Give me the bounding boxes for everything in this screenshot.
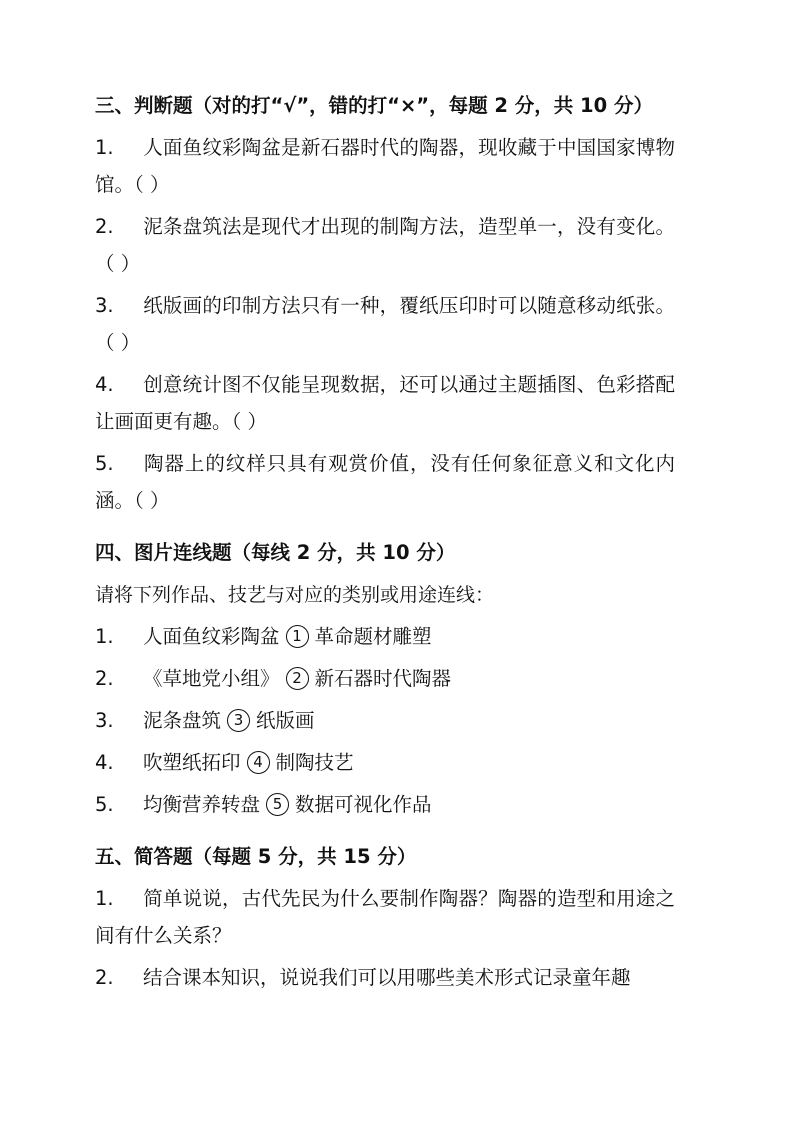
match-left-text: 《草地党小组》 — [143, 667, 280, 690]
question-number: 5. — [95, 452, 114, 475]
matching-item — [95, 619, 675, 655]
section-title-matching: 四、图片连线题（每线 2 分，共 10 分） — [95, 541, 456, 564]
question-text: 创意统计图不仅能呈现数据，还可以通过主题插图、色彩搭配让画面更有趣。（ ） — [95, 373, 675, 433]
match-right-text: 纸版画 — [256, 709, 315, 732]
section-title-short-answer: 五、简答题（每题 5 分，共 15 分） — [95, 845, 417, 868]
circled-number: 1 — [286, 625, 309, 648]
circled-number: 4 — [247, 751, 270, 774]
question-number: 1. — [95, 136, 114, 159]
question-number: 2. — [95, 215, 114, 238]
matching-item — [95, 661, 675, 697]
match-right-text: 革命题材雕塑 — [314, 625, 432, 648]
section-title-true-false: 三、判断题（对的打“√”，错的打“×”，每题 2 分，共 10 分） — [95, 94, 653, 117]
match-number: 5. — [95, 793, 114, 816]
question-item — [95, 209, 675, 282]
document-page — [95, 88, 675, 997]
match-right-text: 新石器时代陶器 — [314, 667, 452, 690]
match-left-text: 人面鱼纹彩陶盆 — [143, 625, 280, 648]
match-left-text: 均衡营养转盘 — [143, 793, 261, 816]
match-right-text: 数据可视化作品 — [295, 793, 432, 816]
matching-item — [95, 787, 675, 823]
question-text: 陶器上的纹样只具有观赏价值，没有任何象征意义和文化内涵。（ ） — [95, 452, 675, 512]
question-item — [95, 367, 675, 440]
match-number: 2. — [95, 667, 114, 690]
matching-instruction: 请将下列作品、技艺与对应的类别或用途连线： — [95, 584, 495, 606]
matching-item — [95, 703, 675, 739]
question-item — [95, 130, 675, 203]
question-text: 结合课本知识，说说我们可以用哪些美术形式记录童年趣 — [143, 966, 631, 989]
question-number: 3. — [95, 294, 114, 317]
match-number: 1. — [95, 625, 114, 648]
question-text: 人面鱼纹彩陶盆是新石器时代的陶器，现收藏于中国国家博物馆。（ ） — [95, 136, 675, 196]
question-number: 2. — [95, 966, 114, 989]
circled-number: 2 — [286, 667, 309, 690]
question-item — [95, 960, 675, 997]
match-number: 4. — [95, 751, 114, 774]
matching-item — [95, 745, 675, 781]
question-item — [95, 446, 675, 519]
question-number: 4. — [95, 373, 114, 396]
match-number: 3. — [95, 709, 114, 732]
question-text: 纸版画的印制方法只有一种，覆纸压印时可以随意移动纸张。（ ） — [95, 294, 675, 354]
question-text: 泥条盘筑法是现代才出现的制陶方法，造型单一，没有变化。（ ） — [95, 215, 675, 275]
circled-number: 5 — [266, 793, 289, 816]
question-item — [95, 881, 675, 954]
match-left-text: 吹塑纸拓印 — [143, 751, 241, 774]
question-number: 1. — [95, 887, 114, 910]
question-item — [95, 288, 675, 361]
question-text: 简单说说，古代先民为什么要制作陶器？陶器的造型和用途之间有什么关系？ — [95, 887, 675, 947]
circled-number: 3 — [227, 709, 250, 732]
match-left-text: 泥条盘筑 — [143, 709, 222, 732]
match-right-text: 制陶技艺 — [275, 751, 354, 774]
